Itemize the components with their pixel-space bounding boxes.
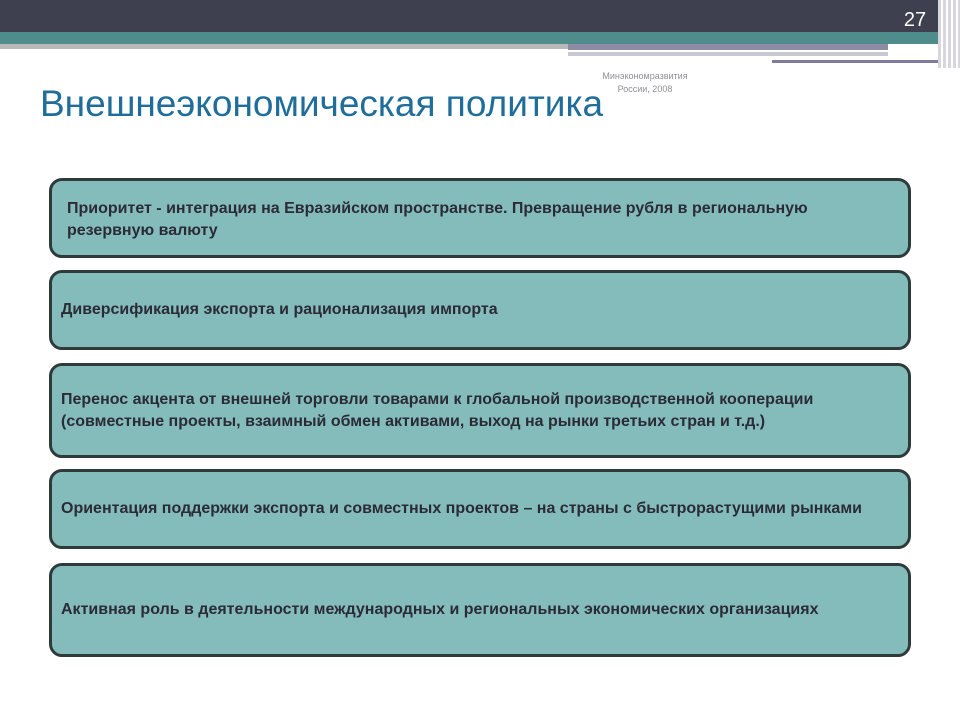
header-dark-band [0, 0, 960, 32]
header-teal-band [0, 32, 960, 44]
page-title: Внешнеэкономическая политика [40, 83, 604, 124]
policy-item-text: Активная роль в деятельности международных и региональных экономических организациях [61, 601, 819, 618]
policy-item-box [49, 469, 911, 549]
policy-item-text: Ориентация поддержки экспорта и совместных проектов – на страны с быстрорастущими рынками [61, 500, 862, 517]
header-gray-band [0, 44, 570, 49]
policy-item-text: Перенос акцента от внешней торговли товарами к глобальной производственной кооперации (совместные проекты, взаимный обмен активами, выход на рынки третьих стран и т.д.) [61, 390, 814, 430]
policy-item-box [49, 363, 911, 458]
slide-number: 27 [903, 9, 927, 31]
policy-item-box [49, 270, 911, 350]
policy-item-box [49, 563, 911, 657]
header-accent-line [568, 44, 888, 50]
header-accent-line [772, 60, 942, 63]
policy-item-text: Приоритет - интеграция на Евразийском пространстве. Превращение рубля в региональную резервную валюту [67, 200, 808, 239]
header-stripes [938, 0, 960, 68]
policy-item-text: Диверсификация экспорта и рационализация импорта [61, 301, 498, 318]
header-accent-line [568, 52, 888, 56]
policy-item-box [49, 178, 911, 258]
source-note-line: России, 2008 [617, 84, 673, 94]
source-note-line: Минэкономразвития [602, 71, 688, 81]
